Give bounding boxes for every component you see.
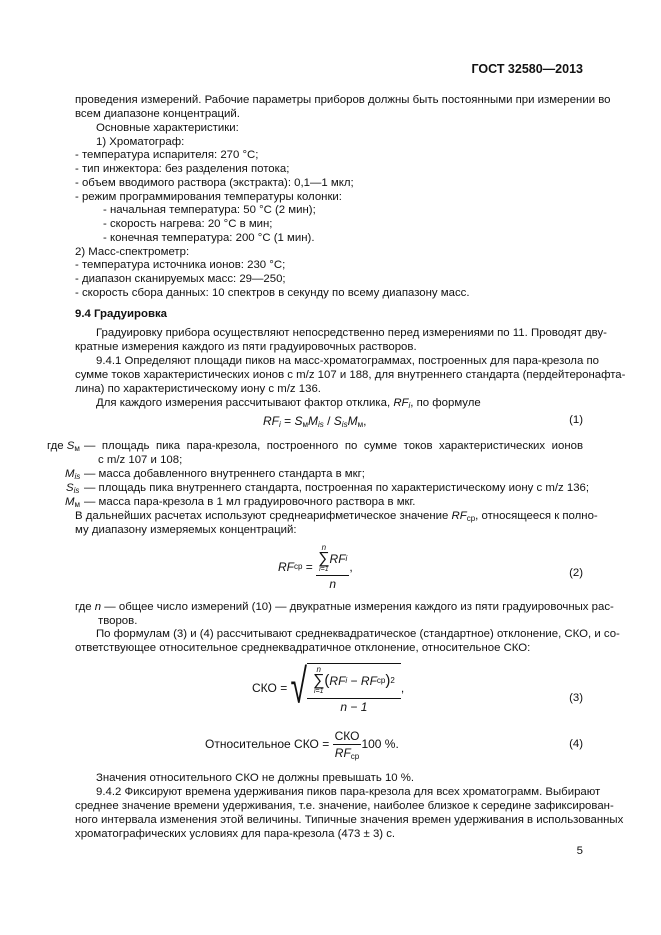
text-line: 1) Хроматограф: bbox=[96, 136, 185, 148]
where-desc-sm: — площадь пика пара-крезола, построенного по сумме токов характеристических ионов bbox=[84, 440, 583, 452]
where-term-sm: где $S_м$ bbox=[47, 440, 80, 453]
text-line: 9.4.2 Фиксируют времена удерживания пиков пара-крезола для всех хроматограмм. Выбирают bbox=[96, 786, 601, 798]
text-line: - температура источника ионов: 230 °С; bbox=[75, 259, 286, 271]
text-line: - температура испарителя: 270 °С; bbox=[75, 149, 259, 161]
text-line: - конечная температура: 200 °С (1 мин). bbox=[103, 232, 315, 244]
text-line: кратные измерения каждого из пяти градуировочных растворов. bbox=[75, 341, 417, 353]
text-line: - тип инжектора: без разделения потока; bbox=[75, 163, 290, 175]
text-line: хроматографических условиях для пара-крезола (473 ± 3) с. bbox=[75, 828, 396, 840]
where-desc-mm: — масса пара-крезола в 1 мл градуировочного раствора в мкг. bbox=[84, 496, 416, 508]
document-id: ГОСТ 32580—2013 bbox=[471, 62, 583, 76]
equation-number-3: (3) bbox=[569, 692, 583, 704]
text-line: - диапазон сканируемых масс: 29—250; bbox=[75, 273, 286, 285]
text-line: проведения измерений. Рабочие параметры приборов должны быть постоянными при измерении во bbox=[75, 94, 611, 106]
fraction: $\frac{\text{СКО}}{RF_{ср}}$ bbox=[334, 728, 360, 761]
where-desc-cont: с m/z 107 и 108; bbox=[98, 454, 183, 466]
text-line: ответствующее относительное среднеквадратичное отклонение, относительное СКО: bbox=[75, 642, 531, 654]
equation-2: RF ср = n ∑ i=1 RF i n , bbox=[278, 542, 353, 591]
text-line: - режим программирования температуры колонки: bbox=[75, 191, 342, 203]
text-line: Основные характеристики: bbox=[96, 122, 239, 134]
page-number: 5 bbox=[576, 845, 583, 857]
text-line: сумме токов характеристических ионов с m/z 107 и 188, для внутреннего стандарта (пердейтеронафта- bbox=[75, 369, 626, 381]
where-desc-sis: — площадь пика внутреннего стандарта, построенная по характеристическому иону с m/z 136; bbox=[84, 482, 590, 494]
sqrt-icon: √ bbox=[290, 660, 308, 714]
text-line: ного интервала изменения этой величины. Типичные значения времен удерживания в использованных bbox=[75, 814, 624, 826]
equation-4: Относительное СКО = $\frac{\text{СКО}}{RF_{ср}}$ 100 %. bbox=[205, 728, 399, 761]
equation-1: $RF_i = S_мM_{is} / S_{is}M_м$, bbox=[263, 414, 367, 429]
text-line: 2) Масс-спектрометр: bbox=[75, 246, 190, 258]
where-desc-mis: — масса добавленного внутреннего стандарта в мкг; bbox=[84, 468, 365, 480]
text-line: Значения относительного СКО не должны превышать 10 %. bbox=[96, 772, 415, 784]
text-line: лина) по характеристическому иону с m/z 136. bbox=[75, 383, 321, 395]
text-line: Для каждого измерения рассчитывают фактор отклика, $RF_i$, по формуле bbox=[96, 397, 481, 410]
text-line: творов. bbox=[98, 615, 138, 627]
equation-number-4: (4) bbox=[569, 738, 583, 750]
section-heading: 9.4 Градуировка bbox=[75, 308, 167, 320]
where-term-mm: $M_м$ bbox=[65, 496, 80, 509]
text-line: По формулам (3) и (4) рассчитывают среднеквадратическое (стандартное) отклонение, СКО, и со- bbox=[96, 628, 620, 640]
text-line: Градуировку прибора осуществляют непосредственно перед измерениями по 11. Проводят дву- bbox=[96, 327, 607, 339]
text-line: - скорость сбора данных: 10 спектров в секунду по всему диапазону масс. bbox=[75, 287, 470, 299]
equation-number-2: (2) bbox=[569, 567, 583, 579]
text-line: В дальнейших расчетах используют среднеарифметическое значение $RF_{ср}$, относящееся к полно- bbox=[75, 510, 598, 523]
text-line: - объем вводимого раствора (экстракта): 0,1—1 мкл; bbox=[75, 177, 354, 189]
text-line: где n — общее число измерений (10) — двукратные измерения каждого из пяти градуировочных рас- bbox=[75, 601, 614, 613]
fraction: n ∑ i=1 ( RF i − RF ср ) 2 n − 1 bbox=[307, 663, 401, 714]
text-line: среднее значение времени удерживания, т.е. значение, наиболее близкое к середине зафиксирован- bbox=[75, 800, 614, 812]
text-line: всем диапазоне концентраций. bbox=[75, 108, 240, 120]
text-line: - начальная температура: 50 °С (2 мин); bbox=[103, 204, 316, 216]
where-term-mis: $M_{is}$ bbox=[65, 468, 81, 481]
where-term-sis: $S_{is}$ bbox=[66, 482, 80, 495]
equation-number-1: (1) bbox=[569, 414, 583, 426]
text-line: 9.4.1 Определяют площади пиков на масс-хроматограммах, построенных для пара-крезола по bbox=[96, 355, 599, 367]
equation-3: СКО = √ n ∑ i=1 ( RF i − RF ср ) 2 n − 1 , bbox=[252, 660, 405, 714]
text-line: - скорость нагрева: 20 °С в мин; bbox=[103, 218, 273, 230]
text-line: му диапазону измеряемых концентраций: bbox=[75, 524, 297, 536]
fraction: n ∑ i=1 RF i n bbox=[318, 542, 348, 591]
